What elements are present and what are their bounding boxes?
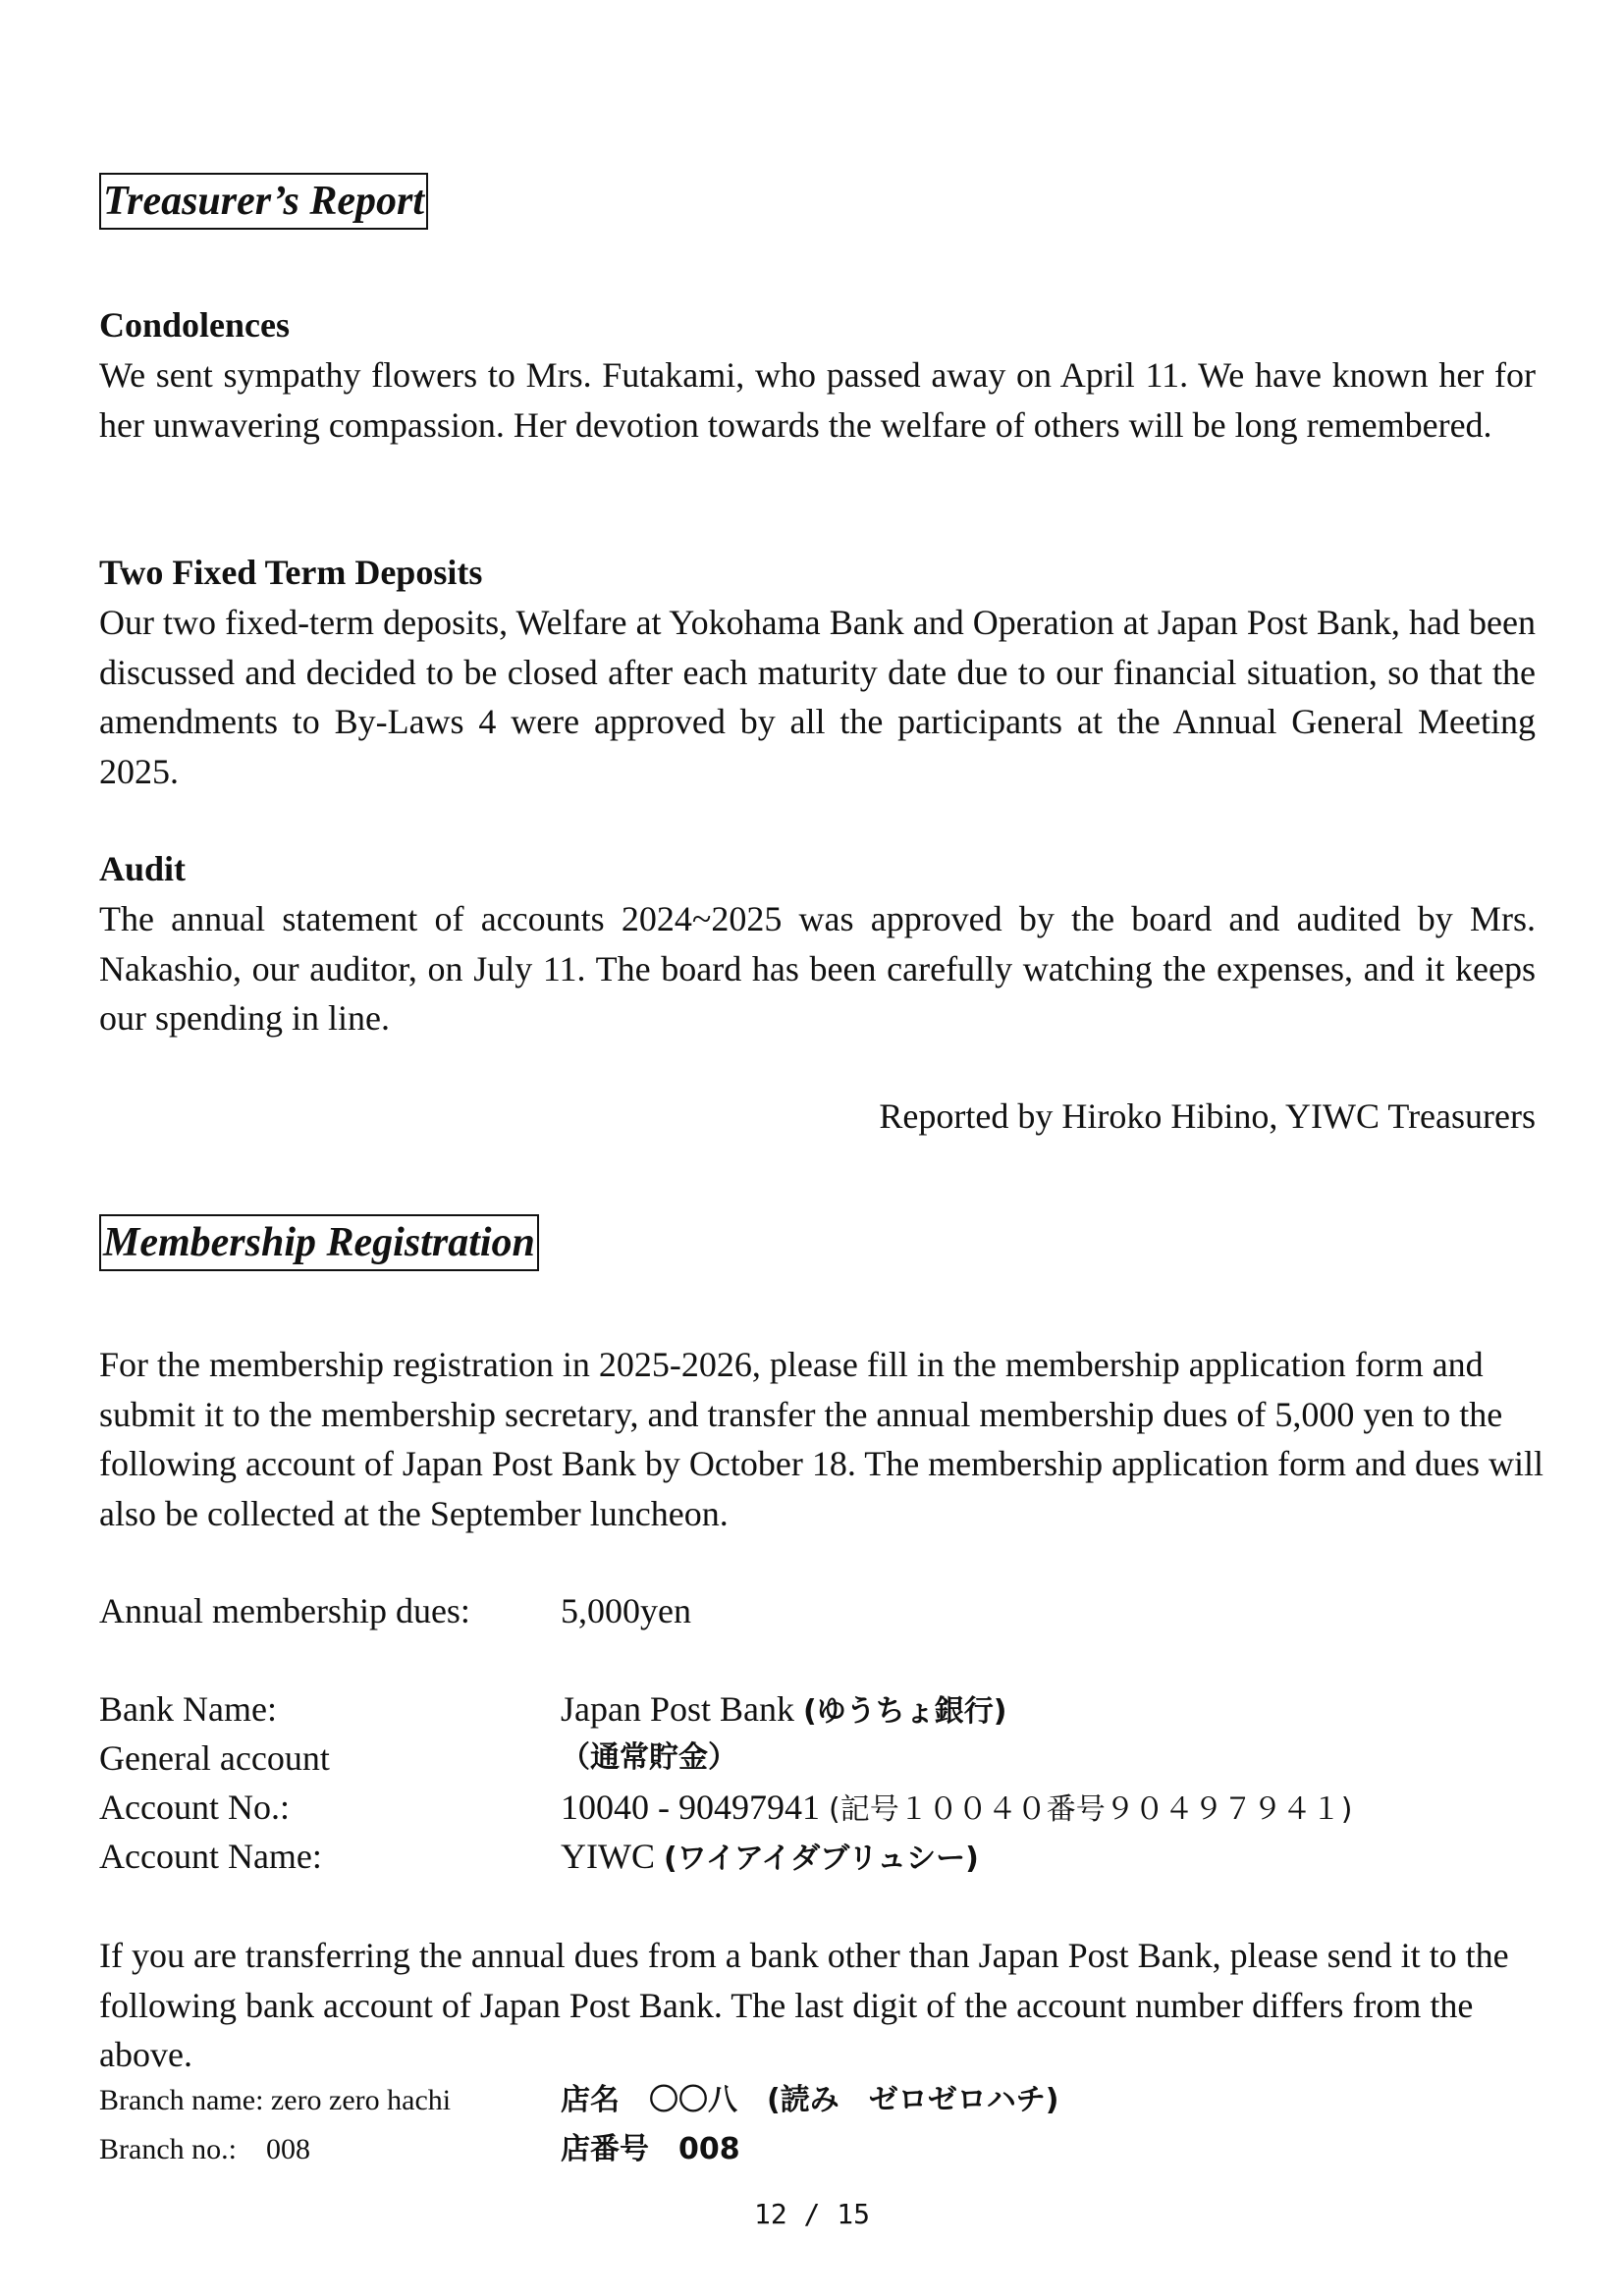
branch-no-row	[99, 2125, 1552, 2174]
general-account-row	[99, 1734, 1552, 1783]
general-account-label: General account	[99, 1738, 330, 1778]
branch-name-label: Branch name: zero zero hachi	[99, 2084, 452, 2116]
deposits-heading: Two Fixed Term Deposits	[99, 553, 483, 592]
membership-registration-title: Membership Registration	[99, 1214, 539, 1271]
treasurer-report-title: Treasurer’s Report	[99, 173, 428, 230]
account-no-label: Account No.:	[99, 1788, 290, 1827]
branch-no-label: Branch no.: 008	[99, 2133, 310, 2165]
account-no-jp: (記号１００４０番号９０４９７９４１)	[829, 1792, 1353, 1827]
general-account-jp: （通常貯金）	[561, 1740, 737, 1775]
dues-row	[99, 1586, 1552, 1635]
other-bank-text: If you are transferring the annual dues from a bank other than Japan Post Bank, please send it to the following bank account of Japan Post Bank. The last digit of the account number differs from the above.	[99, 1936, 1509, 2074]
deposits-text: Our two fixed-term deposits, Welfare at Yokohama Bank and Operation at Japan Post Bank, had been discussed and decided to be closed after each maturity date due to our financial situation, so that the amendments to By-Laws 4 were approved by all the participants at the Annual General Meeting 2025.	[99, 603, 1536, 791]
treasurer-signature: Reported by Hiroko Hibino, YIWC Treasurers	[879, 1096, 1536, 1136]
membership-intro-text: For the membership registration in 2025-2026, please fill in the membership application form and submit it to the membership secretary, and transfer the annual membership dues of 5,000 yen to the following account of Japan Post Bank by October 18. The membership application form and dues will also be collected at the September luncheon.	[99, 1345, 1544, 1533]
account-no-en: 10040 - 90497941	[561, 1788, 820, 1827]
bank-name-value	[561, 1684, 1006, 1736]
account-no-value	[561, 1783, 1352, 1835]
bank-name-en: Japan Post Bank	[561, 1689, 794, 1729]
bank-name-row	[99, 1684, 1552, 1734]
branch-name-row	[99, 2076, 1552, 2125]
account-name-jp: (ワイアイダブリュシー)	[663, 1842, 979, 1876]
dues-value: 5,000yen	[561, 1591, 691, 1630]
bank-name-label: Bank Name:	[99, 1689, 277, 1729]
account-name-row	[99, 1832, 1552, 1881]
condolences-heading: Condolences	[99, 305, 291, 345]
page-number: 12 / 15	[753, 2198, 870, 2230]
condolences-text: We sent sympathy flowers to Mrs. Futakami, who passed away on April 11. We have known her for her unwavering compassion. Her devotion towards the welfare of others will be long remembered.	[99, 355, 1536, 445]
account-name-value	[561, 1832, 979, 1884]
audit-text: The annual statement of accounts 2024~2025 was approved by the board and audited by Mrs. Nakashio, our auditor, on July 11. The board has been carefully watching the expenses, and it keeps our spending in line.	[99, 899, 1536, 1038]
branch-name-jp: 店名 〇〇八 (読み ゼロゼロハチ)	[561, 2083, 1059, 2117]
branch-no-jp: 店番号 008	[561, 2132, 740, 2166]
dues-label: Annual membership dues:	[99, 1591, 470, 1630]
audit-heading: Audit	[99, 849, 187, 888]
account-name-label: Account Name:	[99, 1837, 322, 1876]
account-name-en: YIWC	[561, 1837, 655, 1876]
account-no-row	[99, 1783, 1552, 1832]
bank-name-jp: (ゆうちょ銀行)	[803, 1694, 1007, 1729]
